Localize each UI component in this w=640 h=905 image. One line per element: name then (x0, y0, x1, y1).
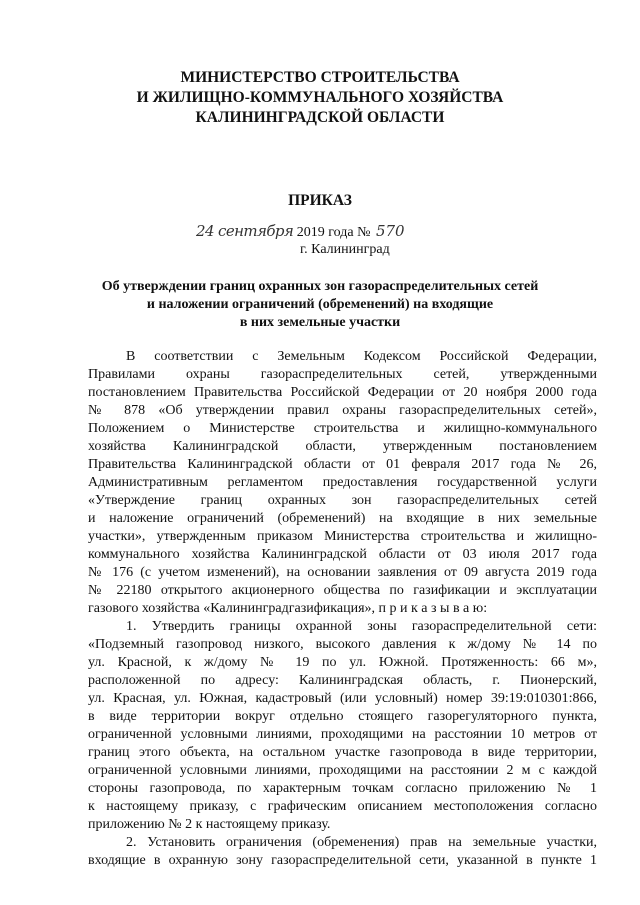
body-line: «Подземный газопровод низкого, высокого давления к ж/дому № 14 по (88, 637, 597, 652)
ministry-line: И ЖИЛИЩНО-КОММУНАЛЬНОГО ХОЗЯЙСТВА (136, 89, 504, 106)
ministry-line: МИНИСТЕРСТВО СТРОИТЕЛЬСТВА (180, 69, 460, 86)
order-year: 2019 года № (296, 225, 371, 240)
handwritten-order-number: 570 (375, 222, 405, 240)
body-line: стороны газопровода, по характерным точкам согласно приложению № 1 (88, 781, 597, 796)
body-line: Положением о Министерстве строительства и жилищно-коммунального (88, 421, 597, 436)
body-line: 2. Установить ограничения (обременения) прав на земельные участки, (126, 835, 597, 850)
ministry-header (0, 68, 640, 128)
body-line: к настоящему приказу, с графическим описанием местоположения согласно (88, 799, 597, 814)
body-line: участки», утвержденным приказом Министерства строительства и жилищно- (88, 529, 597, 544)
body-line: «Утверждение границ охранных зон газораспределительных сетей (88, 493, 597, 508)
body-line: В соответствии с Земельным Кодексом Российской Федерации, (126, 349, 597, 364)
body-line: в виде территории вокруг отдельно стоящего газорегуляторного пункта, (88, 709, 597, 724)
body-line: входящие в охранную зону газораспределительной сети, указанной в пункте 1 (88, 853, 597, 868)
body-line: № 176 (с учетом изменений), на основании заявления от 09 августа 2019 года (88, 565, 597, 580)
body-line: № 22180 открытого акционерного общества по газификации и эксплуатации (88, 583, 597, 598)
body-line: постановлением Правительства Российской Федерации от 20 ноября 2000 года (88, 385, 597, 400)
subject-line: в них земельные участки (239, 315, 401, 330)
body-line: хозяйства Калининградской области, утвержденным постановлением (88, 439, 597, 454)
body-line: Правительства Калининградской области от 01 февраля 2017 года № 26, (88, 457, 597, 472)
order-dateline (196, 222, 405, 241)
ministry-line: КАЛИНИНГРАДСКОЙ ОБЛАСТИ (195, 109, 445, 126)
order-title: ПРИКАЗ (288, 192, 352, 209)
order-body (88, 348, 597, 870)
body-line: расположенной по адресу: Калининградская область, г. Пионерский, (88, 673, 597, 688)
body-line: № 878 «Об утверждении правил охраны газораспределительных сетей», (88, 403, 597, 418)
body-line: Правилами охраны газораспределительных сетей, утвержденными (88, 367, 597, 382)
body-line: ул. Красной, к ж/дому № 19 по ул. Южной. Протяженность: 66 м», (88, 655, 597, 670)
order-subject (0, 278, 640, 332)
subject-line: и наложении ограничений (обременений) на входящие (146, 297, 494, 312)
body-line: приложению № 2 к настоящему приказу. (88, 817, 331, 832)
body-line: газового хозяйства «Калининградгазификация», п р и к а з ы в а ю: (88, 601, 488, 616)
body-line: и наложение ограничений (обременений) на входящие в них земельные (88, 511, 597, 526)
subject-line: Об утверждении границ охранных зон газораспределительных сетей (101, 279, 539, 294)
body-line: ограниченной условными линиями, проходящими на расстоянии 10 метров от (88, 727, 597, 742)
body-line: границ этого объекта, на остальном участке газопровода в виде территории, (88, 745, 597, 760)
body-line: ул. Красная, ул. Южная, кадастровый (или условный) номер 39:19:010301:866, (88, 691, 597, 706)
handwritten-date: 24 сентября (196, 222, 294, 240)
body-line: коммунального хозяйства Калининградской области от 03 июля 2017 года (88, 547, 597, 562)
body-line: ограниченной условными линиями, проходящими на расстоянии 2 м с каждой (88, 763, 597, 778)
body-line: Административным регламентом предоставления государственной услуги (88, 475, 597, 490)
order-city: г. Калининград (300, 242, 390, 257)
body-line: 1. Утвердить границы охранной зоны газораспределительной сети: (126, 619, 597, 634)
